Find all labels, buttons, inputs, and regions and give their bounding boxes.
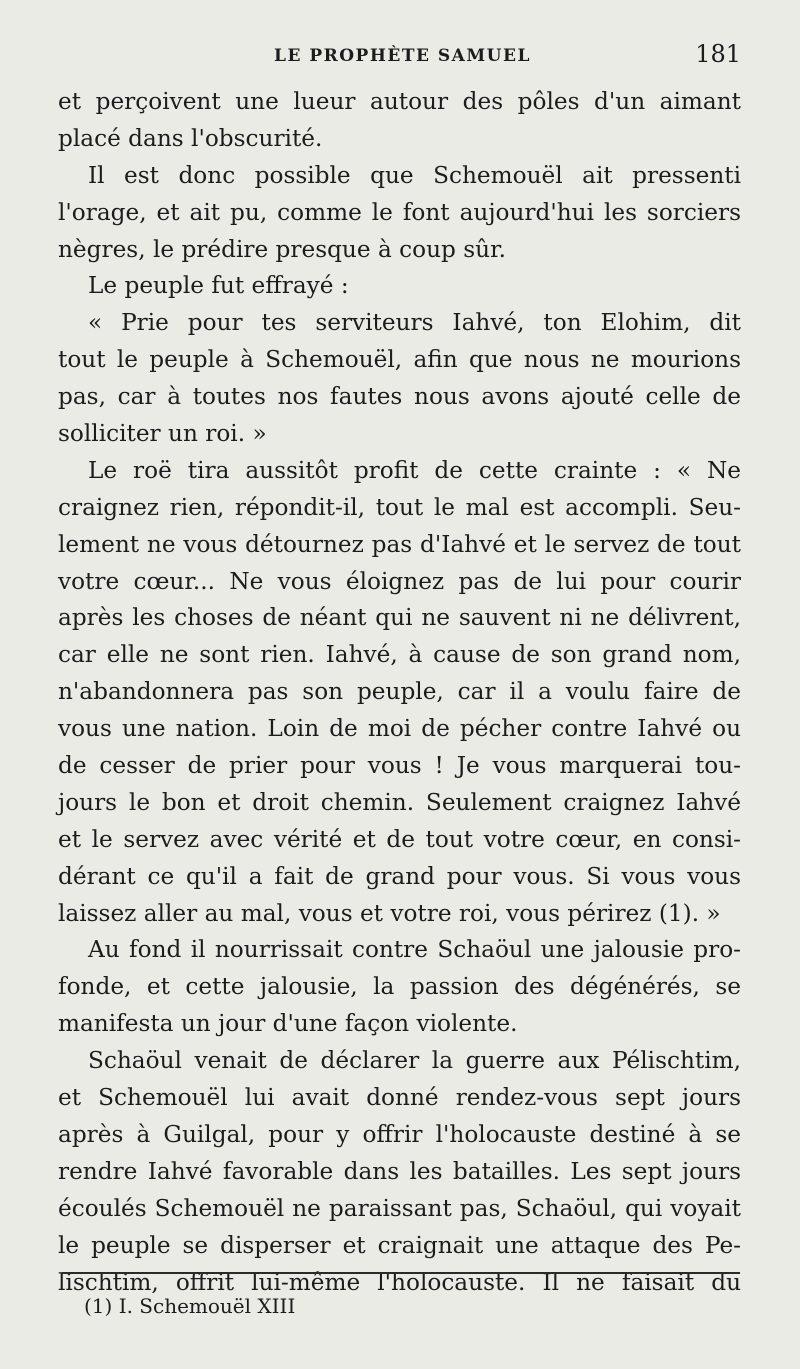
text-line: solliciter un roi. » — [58, 420, 267, 448]
running-title: LE PROPHÈTE SAMUEL — [274, 46, 531, 66]
page-header — [58, 42, 741, 76]
text-line: jours le bon et droit chemin. Seulement craignez Iahvé — [58, 788, 741, 816]
text-line: le peuple se disperser et craignait une attaque des Pe- — [58, 1231, 741, 1259]
footnote-rule — [62, 1272, 740, 1274]
text-line: rendre Iahvé favorable dans les batailles. Les sept jours — [58, 1157, 741, 1185]
text-line: vous une nation. Loin de moi de pécher contre Iahvé ou — [58, 715, 741, 743]
text-line: Schaöul venait de déclarer la guerre aux Pélischtim, — [88, 1047, 741, 1075]
text-line: écoulés Schemouël ne paraissant pas, Schaöul, qui voyait — [58, 1194, 741, 1222]
text-line: placé dans l'obscurité. — [58, 124, 323, 152]
text-line: fonde, et cette jalousie, la passion des dégénérés, se — [58, 973, 741, 1001]
text-line: lement ne vous détournez pas d'Iahvé et le servez de tout — [58, 530, 741, 558]
text-line: et Schemouël lui avait donné rendez-vous sept jours — [58, 1084, 741, 1112]
text-line: et le servez avec vérité et de tout votre cœur, en consi- — [58, 825, 741, 853]
text-line: lischtim, offrit lui-même l'holocauste. Il ne faisait du — [58, 1268, 741, 1296]
text-line: pas, car à toutes nos fautes nous avons ajouté celle de — [58, 383, 741, 411]
text-line: n'abandonnera pas son peuple, car il a voulu faire de — [58, 678, 741, 706]
text-line: manifesta un jour d'une façon violente. — [58, 1010, 518, 1038]
text-line: de cesser de prier pour vous ! Je vous marquerai tou- — [58, 752, 741, 780]
text-line: Au fond il nourrissait contre Schaöul une jalousie pro- — [88, 936, 741, 964]
text-line: après les choses de néant qui ne sauvent ni ne délivrent, — [58, 604, 741, 632]
text-line: et perçoivent une lueur autour des pôles d'un aimant — [58, 88, 741, 115]
text-line: dérant ce qu'il a fait de grand pour vous. Si vous vous — [58, 862, 741, 890]
text-line: car elle ne sont rien. Iahvé, à cause de son grand nom, — [58, 641, 741, 669]
text-line: tout le peuple à Schemouël, afin que nous ne mourions — [58, 346, 741, 374]
text-line: « Prie pour tes serviteurs Iahvé, ton Elohim, dit — [88, 309, 741, 337]
text-line: nègres, le prédire presque à coup sûr. — [58, 235, 506, 263]
text-line: Le roë tira aussitôt profit de cette crainte : « Ne — [88, 456, 741, 484]
text-line: l'orage, et ait pu, comme le font aujourd'hui les sorciers — [58, 198, 741, 226]
text-line: après à Guilgal, pour y offrir l'holocauste destiné à se — [58, 1120, 741, 1148]
text-line: laissez aller au mal, vous et votre roi, vous périrez (1). » — [58, 899, 721, 927]
body-text — [58, 84, 741, 1301]
text-line: craignez rien, répondit-il, tout le mal est accompli. Seu- — [58, 493, 741, 521]
text-line: Le peuple fut effrayé : — [88, 272, 349, 300]
text-line: Il est donc possible que Schemouël ait pressenti — [88, 161, 741, 189]
footnote: (1) I. Schemouël XIII — [84, 1294, 296, 1318]
text-line: votre cœur... Ne vous éloignez pas de lui pour courir — [58, 567, 741, 595]
page-number: 181 — [695, 40, 741, 68]
